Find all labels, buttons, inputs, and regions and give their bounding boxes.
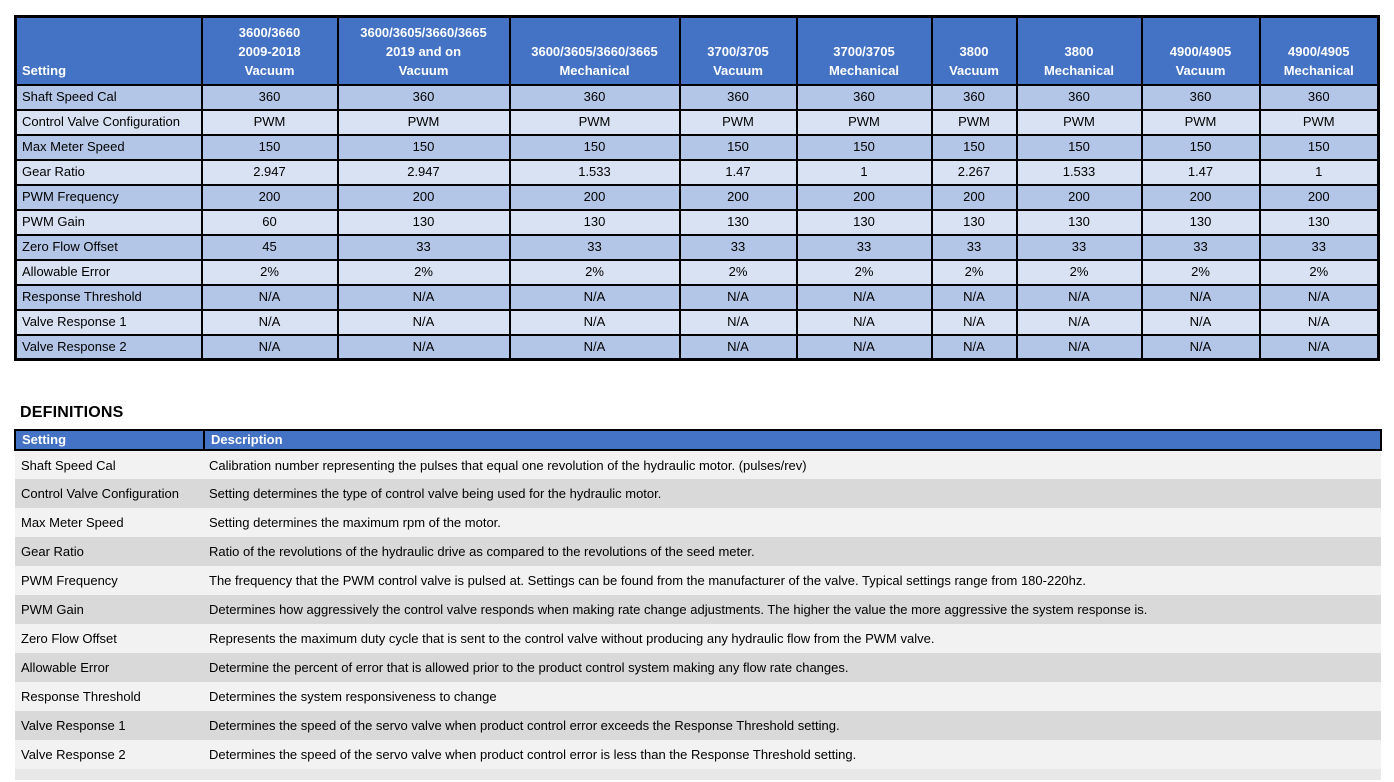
setting-value-cell: 2.947: [338, 160, 510, 185]
setting-value-cell: 45: [202, 235, 338, 260]
settings-row: [16, 310, 1379, 335]
settings-column-header: 3800 Mechanical: [1017, 17, 1142, 85]
definition-setting-cell: Gear Ratio: [15, 537, 204, 566]
setting-value-cell: 2%: [1260, 260, 1379, 285]
setting-value-cell: PWM: [1142, 110, 1260, 135]
definition-row: [15, 624, 1381, 653]
settings-column-header: 3700/3705 Vacuum: [680, 17, 797, 85]
definitions-table: [14, 429, 1382, 780]
setting-value-cell: N/A: [510, 335, 680, 360]
setting-value-cell: 2%: [510, 260, 680, 285]
setting-value-cell: 150: [1142, 135, 1260, 160]
setting-value-cell: 360: [932, 85, 1017, 110]
setting-name-cell: PWM Gain: [16, 210, 202, 235]
setting-value-cell: 33: [1017, 235, 1142, 260]
setting-value-cell: 2%: [1017, 260, 1142, 285]
definition-row: [15, 450, 1381, 479]
setting-value-cell: 150: [338, 135, 510, 160]
setting-value-cell: N/A: [797, 285, 932, 310]
setting-name-cell: Valve Response 2: [16, 335, 202, 360]
definition-row: [15, 682, 1381, 711]
setting-value-cell: 360: [510, 85, 680, 110]
setting-value-cell: N/A: [797, 310, 932, 335]
settings-column-header: 3600/3660 2009-2018 Vacuum: [202, 17, 338, 85]
definition-setting-cell: Zero Flow Offset: [15, 624, 204, 653]
definition-row: [15, 508, 1381, 537]
definition-setting-cell: Control Valve Configuration: [15, 479, 204, 508]
definition-row: [15, 740, 1381, 769]
definition-row: [15, 653, 1381, 682]
setting-value-cell: 150: [1260, 135, 1379, 160]
setting-value-cell: 2.947: [202, 160, 338, 185]
definition-setting-cell: PWM Frequency: [15, 566, 204, 595]
setting-value-cell: N/A: [1260, 310, 1379, 335]
setting-name-cell: Max Meter Speed: [16, 135, 202, 160]
definition-setting-cell: Max Meter Speed: [15, 508, 204, 537]
setting-value-cell: N/A: [1260, 285, 1379, 310]
settings-row: [16, 110, 1379, 135]
definition-description-cell: Ratio of the revolutions of the hydraulic drive as compared to the revolutions of the seed meter.: [204, 537, 1381, 566]
setting-name-cell: Zero Flow Offset: [16, 235, 202, 260]
setting-name-cell: Shaft Speed Cal: [16, 85, 202, 110]
setting-name-cell: Valve Response 1: [16, 310, 202, 335]
definition-description-cell: Determines how aggressively the control valve responds when making rate change adjustments. The higher the value the more aggressive the system response is.: [204, 595, 1381, 624]
setting-value-cell: PWM: [202, 110, 338, 135]
setting-value-cell: N/A: [338, 285, 510, 310]
settings-row: [16, 135, 1379, 160]
setting-value-cell: PWM: [1017, 110, 1142, 135]
settings-column-header: 3700/3705 Mechanical: [797, 17, 932, 85]
setting-value-cell: N/A: [797, 335, 932, 360]
setting-value-cell: 33: [1260, 235, 1379, 260]
settings-header-setting-label: Setting: [16, 17, 202, 85]
setting-value-cell: 130: [797, 210, 932, 235]
setting-value-cell: 150: [1017, 135, 1142, 160]
settings-header-row: [16, 17, 1379, 85]
definition-description-cell: Represents the maximum duty cycle that is sent to the control valve without producing any hydraulic flow from the PWM valve.: [204, 624, 1381, 653]
setting-value-cell: 1.533: [510, 160, 680, 185]
settings-row: [16, 235, 1379, 260]
setting-value-cell: 200: [932, 185, 1017, 210]
setting-value-cell: 200: [202, 185, 338, 210]
setting-value-cell: PWM: [1260, 110, 1379, 135]
setting-value-cell: 360: [1017, 85, 1142, 110]
setting-value-cell: 33: [680, 235, 797, 260]
setting-value-cell: 33: [1142, 235, 1260, 260]
setting-value-cell: 360: [338, 85, 510, 110]
setting-value-cell: 1.47: [680, 160, 797, 185]
setting-value-cell: 2%: [797, 260, 932, 285]
definition-description-cell: Determines the speed of the servo valve when product control error exceeds the Response Threshold setting.: [204, 711, 1381, 740]
settings-column-header: 3600/3605/3660/3665 2019 and on Vacuum: [338, 17, 510, 85]
setting-value-cell: 150: [797, 135, 932, 160]
setting-value-cell: 200: [338, 185, 510, 210]
setting-value-cell: N/A: [510, 310, 680, 335]
definition-setting-cell: Shaft Speed Cal: [15, 450, 204, 479]
setting-value-cell: 200: [680, 185, 797, 210]
settings-column-header: 3800 Vacuum: [932, 17, 1017, 85]
setting-value-cell: 130: [338, 210, 510, 235]
setting-value-cell: PWM: [797, 110, 932, 135]
setting-value-cell: 130: [1142, 210, 1260, 235]
settings-row: [16, 285, 1379, 310]
setting-value-cell: 33: [797, 235, 932, 260]
definition-setting-cell: Allowable Error: [15, 653, 204, 682]
definition-setting-cell: Valve Response 1: [15, 711, 204, 740]
setting-value-cell: N/A: [510, 285, 680, 310]
setting-value-cell: 360: [1260, 85, 1379, 110]
setting-value-cell: 33: [510, 235, 680, 260]
definitions-header-setting: Setting: [15, 430, 204, 450]
setting-value-cell: 360: [1142, 85, 1260, 110]
definition-description-cell: Determines the system responsiveness to change: [204, 682, 1381, 711]
setting-value-cell: 130: [510, 210, 680, 235]
setting-value-cell: PWM: [510, 110, 680, 135]
setting-value-cell: 33: [338, 235, 510, 260]
settings-column-header: 4900/4905 Vacuum: [1142, 17, 1260, 85]
setting-value-cell: 1.533: [1017, 160, 1142, 185]
setting-value-cell: 1: [797, 160, 932, 185]
setting-value-cell: 200: [1142, 185, 1260, 210]
setting-value-cell: 200: [510, 185, 680, 210]
settings-table: [14, 15, 1380, 361]
definition-description-cell: Setting determines the type of control valve being used for the hydraulic motor.: [204, 479, 1381, 508]
setting-value-cell: 200: [1017, 185, 1142, 210]
setting-value-cell: 60: [202, 210, 338, 235]
setting-value-cell: 2.267: [932, 160, 1017, 185]
setting-value-cell: N/A: [1017, 285, 1142, 310]
setting-value-cell: 130: [932, 210, 1017, 235]
setting-value-cell: 130: [680, 210, 797, 235]
setting-value-cell: 150: [932, 135, 1017, 160]
setting-value-cell: 360: [680, 85, 797, 110]
setting-value-cell: PWM: [338, 110, 510, 135]
definition-setting-cell: Response Threshold: [15, 682, 204, 711]
setting-value-cell: N/A: [1017, 335, 1142, 360]
setting-value-cell: 2%: [338, 260, 510, 285]
definition-setting-cell: Valve Response 2: [15, 740, 204, 769]
setting-value-cell: N/A: [202, 285, 338, 310]
setting-value-cell: N/A: [932, 285, 1017, 310]
setting-value-cell: N/A: [1260, 335, 1379, 360]
setting-value-cell: N/A: [932, 335, 1017, 360]
setting-value-cell: N/A: [1017, 310, 1142, 335]
setting-value-cell: N/A: [1142, 335, 1260, 360]
setting-value-cell: N/A: [1142, 285, 1260, 310]
setting-value-cell: 1: [1260, 160, 1379, 185]
setting-value-cell: N/A: [680, 310, 797, 335]
definition-description-cell: Calibration number representing the pulses that equal one revolution of the hydraulic motor. (pulses/rev): [204, 450, 1381, 479]
setting-value-cell: N/A: [202, 310, 338, 335]
setting-value-cell: N/A: [1142, 310, 1260, 335]
setting-value-cell: 200: [797, 185, 932, 210]
definition-description-cell: Determine the percent of error that is allowed prior to the product control system making any flow rate changes.: [204, 653, 1381, 682]
setting-value-cell: 130: [1017, 210, 1142, 235]
definition-row: [15, 537, 1381, 566]
setting-name-cell: Allowable Error: [16, 260, 202, 285]
setting-value-cell: N/A: [338, 310, 510, 335]
setting-value-cell: 2%: [202, 260, 338, 285]
setting-value-cell: N/A: [932, 310, 1017, 335]
setting-value-cell: 2%: [1142, 260, 1260, 285]
setting-value-cell: 33: [932, 235, 1017, 260]
setting-value-cell: 150: [680, 135, 797, 160]
settings-column-header: 3600/3605/3660/3665 Mechanical: [510, 17, 680, 85]
settings-row: [16, 335, 1379, 360]
setting-value-cell: N/A: [680, 285, 797, 310]
setting-value-cell: PWM: [680, 110, 797, 135]
settings-row: [16, 160, 1379, 185]
setting-value-cell: 200: [1260, 185, 1379, 210]
settings-row: [16, 260, 1379, 285]
setting-value-cell: PWM: [932, 110, 1017, 135]
definition-row: [15, 479, 1381, 508]
definition-setting-cell: PWM Gain: [15, 595, 204, 624]
setting-value-cell: 150: [202, 135, 338, 160]
setting-value-cell: N/A: [680, 335, 797, 360]
setting-value-cell: N/A: [338, 335, 510, 360]
setting-value-cell: 360: [797, 85, 932, 110]
setting-value-cell: 2%: [680, 260, 797, 285]
setting-name-cell: Gear Ratio: [16, 160, 202, 185]
setting-value-cell: 150: [510, 135, 680, 160]
definition-row: [15, 711, 1381, 740]
setting-value-cell: 2%: [932, 260, 1017, 285]
setting-value-cell: N/A: [202, 335, 338, 360]
definitions-title: DEFINITIONS: [20, 404, 124, 421]
setting-value-cell: 1.47: [1142, 160, 1260, 185]
definitions-header-row: [15, 430, 1381, 450]
setting-value-cell: 130: [1260, 210, 1379, 235]
setting-name-cell: PWM Frequency: [16, 185, 202, 210]
definition-row: [15, 595, 1381, 624]
definitions-tail-stripe: [15, 769, 1381, 780]
definition-description-cell: Setting determines the maximum rpm of the motor.: [204, 508, 1381, 537]
definitions-header-description: Description: [204, 430, 1381, 450]
setting-name-cell: Response Threshold: [16, 285, 202, 310]
definition-description-cell: The frequency that the PWM control valve is pulsed at. Settings can be found from the manufacturer of the valve. Typical settings range from 180-220hz.: [204, 566, 1381, 595]
settings-row: [16, 185, 1379, 210]
definitions-tail-cell: [15, 769, 1381, 780]
setting-name-cell: Control Valve Configuration: [16, 110, 202, 135]
definition-description-cell: Determines the speed of the servo valve when product control error is less than the Response Threshold setting.: [204, 740, 1381, 769]
setting-value-cell: 360: [202, 85, 338, 110]
settings-row: [16, 210, 1379, 235]
definition-row: [15, 566, 1381, 595]
settings-column-header: 4900/4905 Mechanical: [1260, 17, 1379, 85]
settings-row: [16, 85, 1379, 110]
